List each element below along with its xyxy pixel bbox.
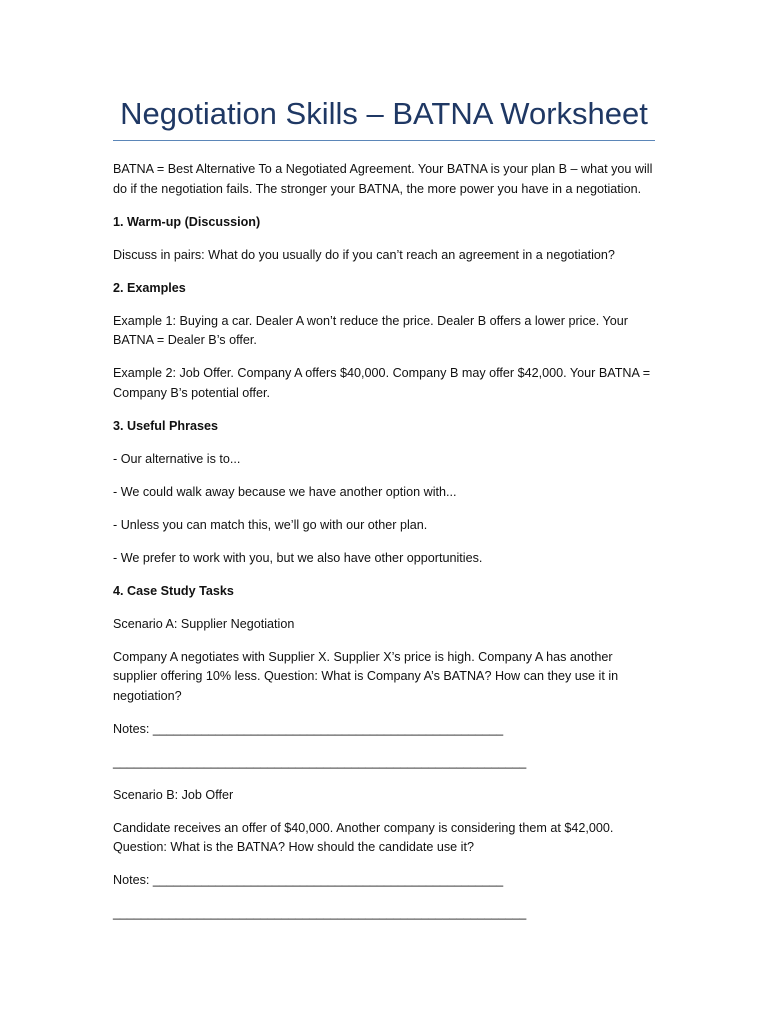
phrase-item: - Unless you can match this, we’ll go with our other plan. <box>113 517 428 532</box>
scenario-a-blank-line[interactable]: ___________________________________________________________ <box>113 754 527 769</box>
section-3-heading: 3. Useful Phrases <box>113 418 218 433</box>
phrase-item: - We prefer to work with you, but we also have other opportunities. <box>113 550 483 565</box>
scenario-b-notes-line[interactable]: Notes: __________________________________________________ <box>113 873 504 887</box>
scenario-b-title: Scenario B: Job Offer <box>113 787 234 802</box>
section-4-heading: 4. Case Study Tasks <box>113 583 234 598</box>
section-1-text: Discuss in pairs: What do you usually do if you can’t reach an agreement in a negotiation? <box>113 247 615 262</box>
phrase-item: - We could walk away because we have another option with... <box>113 484 457 499</box>
section-1-heading: 1. Warm-up (Discussion) <box>113 214 261 229</box>
scenario-b-text: Candidate receives an offer of $40,000. Another company is considering them at $42,000. Question: What is the BATNA? How should the candidate use it? <box>113 820 614 854</box>
section-2-heading: 2. Examples <box>113 280 186 295</box>
example-2-text: Example 2: Job Offer. Company A offers $40,000. Company B may offer $42,000. Your BATNA = Company B’s potential offer. <box>113 366 651 400</box>
scenario-a-title: Scenario A: Supplier Negotiation <box>113 616 295 631</box>
title-underline <box>113 140 655 141</box>
worksheet-body <box>113 160 658 937</box>
page-title: Negotiation Skills – BATNA Worksheet <box>120 96 648 131</box>
scenario-a-text: Company A negotiates with Supplier X. Supplier X’s price is high. Company A has another supplier offering 10% less. Question: What is Company A’s BATNA? How can they use it in negotiation? <box>113 649 619 703</box>
title-block <box>113 92 655 141</box>
phrase-item: - Our alternative is to... <box>113 451 241 466</box>
scenario-a-notes-line[interactable]: Notes: __________________________________________________ <box>113 721 504 736</box>
example-1-text: Example 1: Buying a car. Dealer A won’t reduce the price. Dealer B offers a lower price. Your BATNA = Dealer B’s offer. <box>113 313 628 347</box>
scenario-b-blank-line[interactable]: ___________________________________________________________ <box>113 906 527 920</box>
intro-paragraph: BATNA = Best Alternative To a Negotiated Agreement. Your BATNA is your plan B – what you will do if the negotiation fails. The stronger your BATNA, the more power you have in a negotiation. <box>113 162 653 196</box>
